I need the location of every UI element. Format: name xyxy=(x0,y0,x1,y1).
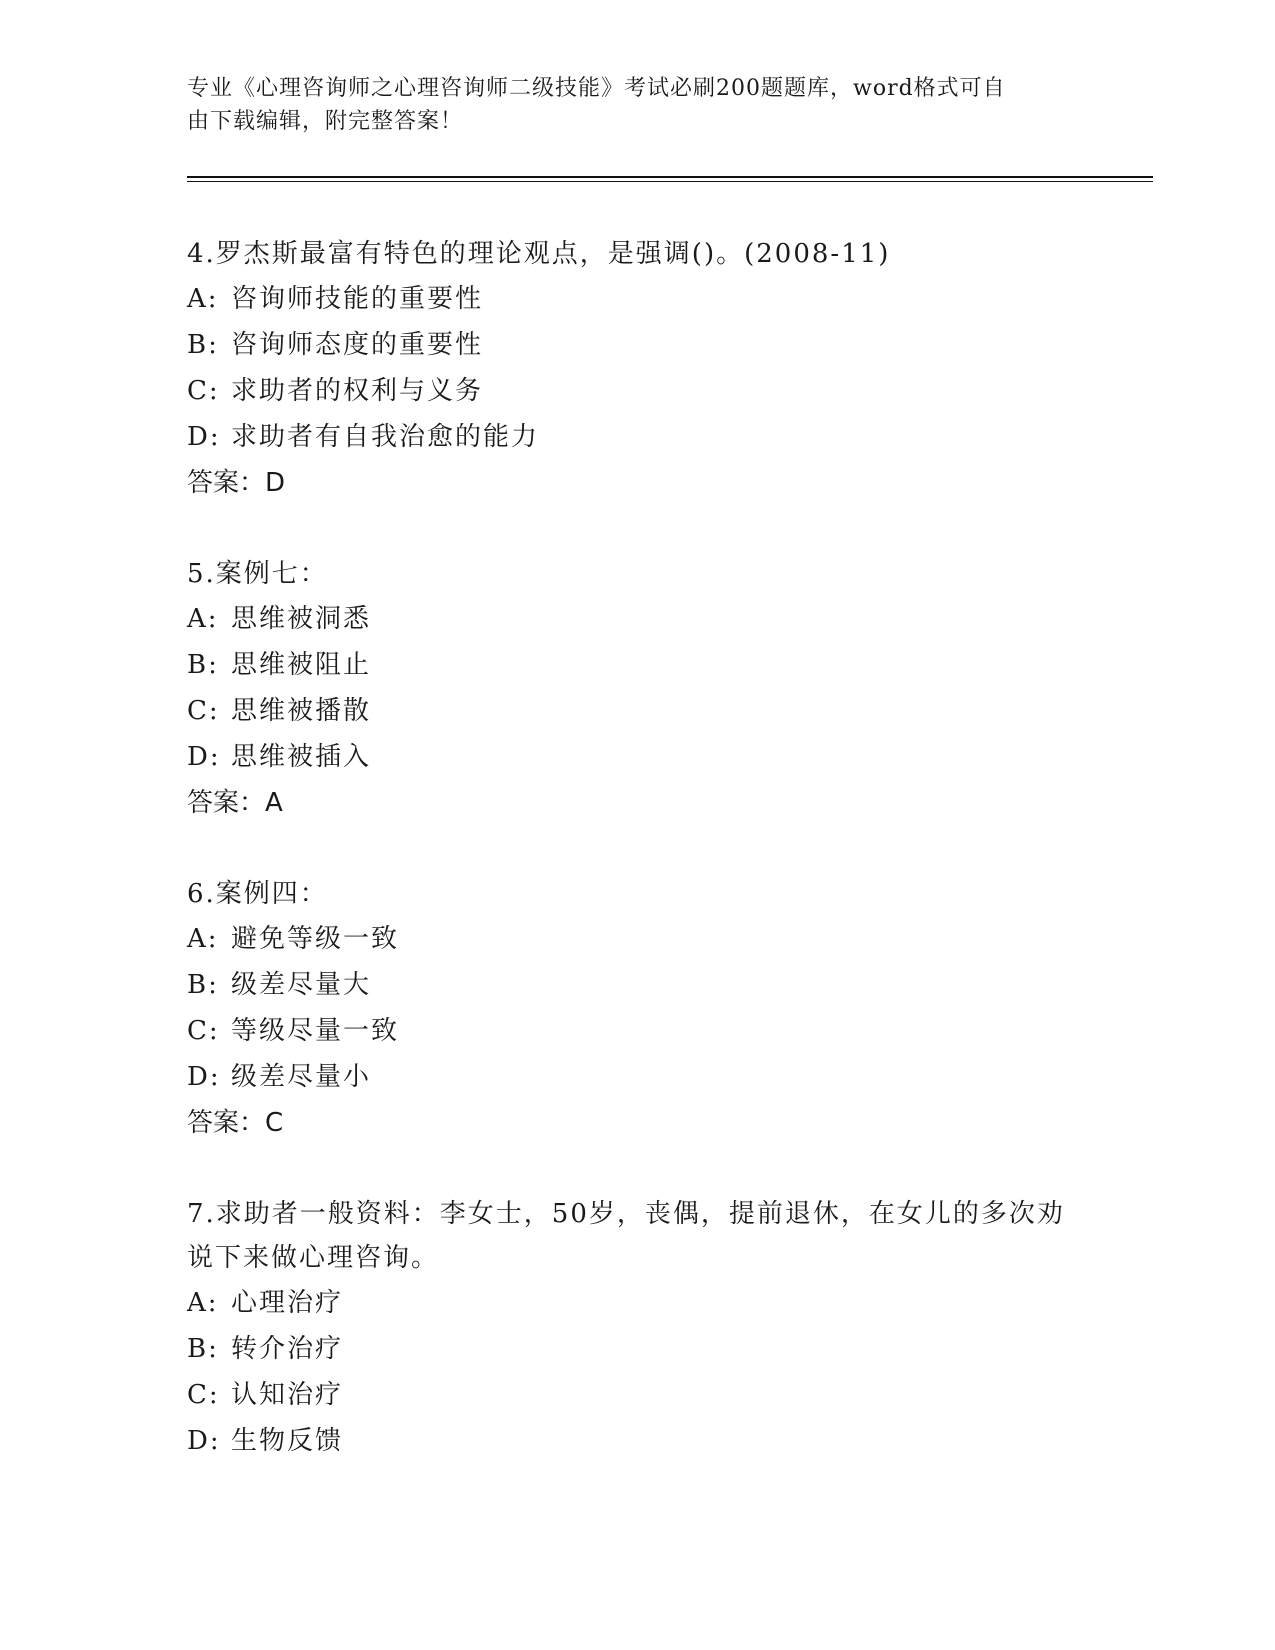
option-text: 求助者的权利与义务 xyxy=(231,376,484,406)
option-text: 咨询师态度的重要性 xyxy=(231,330,484,360)
option-text: 心理治疗 xyxy=(231,1288,344,1318)
option-text: 思维被插入 xyxy=(231,742,372,772)
option-a xyxy=(187,1280,1087,1326)
option-text: 级差尽量小 xyxy=(231,1062,372,1092)
option-text: 思维被播散 xyxy=(231,696,372,726)
header-divider-thin xyxy=(187,181,1153,182)
answer-line: 答案：C xyxy=(187,1108,284,1138)
option-text: 思维被阻止 xyxy=(231,650,372,680)
answer-line: 答案：A xyxy=(187,788,283,818)
question-title: 4.罗杰斯最富有特色的理论观点，是强调()。(2008-11) xyxy=(187,239,891,269)
option-text: 认知治疗 xyxy=(231,1380,344,1410)
option-a xyxy=(187,596,1087,642)
option-key: A: xyxy=(187,604,219,634)
option-key: B: xyxy=(187,650,219,680)
question-title: 7.求助者一般资料：李女士，50岁，丧偶，提前退休，在女儿的多次劝说下来做心理咨询。 xyxy=(187,1199,1065,1273)
option-a xyxy=(187,276,1087,322)
option-c xyxy=(187,368,1087,414)
option-d xyxy=(187,1054,1087,1100)
header-line-1: 专业《心理咨询师之心理咨询师二级技能》考试必刷200题题库，word格式可自 xyxy=(187,76,1006,101)
option-key: A: xyxy=(187,284,219,314)
option-text: 避免等级一致 xyxy=(231,924,400,954)
option-d xyxy=(187,1418,1087,1464)
option-key: B: xyxy=(187,1334,219,1364)
option-key: C: xyxy=(187,376,220,406)
option-key: C: xyxy=(187,1016,220,1046)
option-key: D: xyxy=(187,1426,221,1456)
option-a xyxy=(187,916,1087,962)
option-c xyxy=(187,1008,1087,1054)
option-text: 级差尽量大 xyxy=(231,970,372,1000)
option-text: 转介治疗 xyxy=(231,1334,344,1364)
question-item xyxy=(187,872,1087,1146)
option-key: D: xyxy=(187,422,221,452)
option-key: A: xyxy=(187,1288,219,1318)
question-list xyxy=(187,232,1087,1510)
option-d xyxy=(187,414,1087,460)
header-divider-thick xyxy=(187,176,1153,178)
option-b xyxy=(187,962,1087,1008)
question-item xyxy=(187,232,1087,506)
option-text: 生物反馈 xyxy=(231,1426,344,1456)
option-b xyxy=(187,1326,1087,1372)
option-key: C: xyxy=(187,696,220,726)
answer-line: 答案：D xyxy=(187,468,286,498)
option-c xyxy=(187,688,1087,734)
option-c xyxy=(187,1372,1087,1418)
option-key: B: xyxy=(187,970,219,1000)
option-text: 等级尽量一致 xyxy=(231,1016,400,1046)
header-line-2: 由下载编辑，附完整答案！ xyxy=(187,109,464,134)
question-title: 6.案例四： xyxy=(187,879,328,909)
option-text: 咨询师技能的重要性 xyxy=(231,284,484,314)
question-item xyxy=(187,1192,1087,1464)
question-title: 5.案例七： xyxy=(187,559,328,589)
option-text: 求助者有自我治愈的能力 xyxy=(231,422,540,452)
option-text: 思维被洞悉 xyxy=(231,604,372,634)
option-key: A: xyxy=(187,924,219,954)
option-b xyxy=(187,322,1087,368)
option-key: C: xyxy=(187,1380,220,1410)
option-d xyxy=(187,734,1087,780)
option-b xyxy=(187,642,1087,688)
option-key: D: xyxy=(187,1062,221,1092)
option-key: B: xyxy=(187,330,219,360)
option-key: D: xyxy=(187,742,221,772)
document-header xyxy=(187,72,1067,138)
question-item xyxy=(187,552,1087,826)
